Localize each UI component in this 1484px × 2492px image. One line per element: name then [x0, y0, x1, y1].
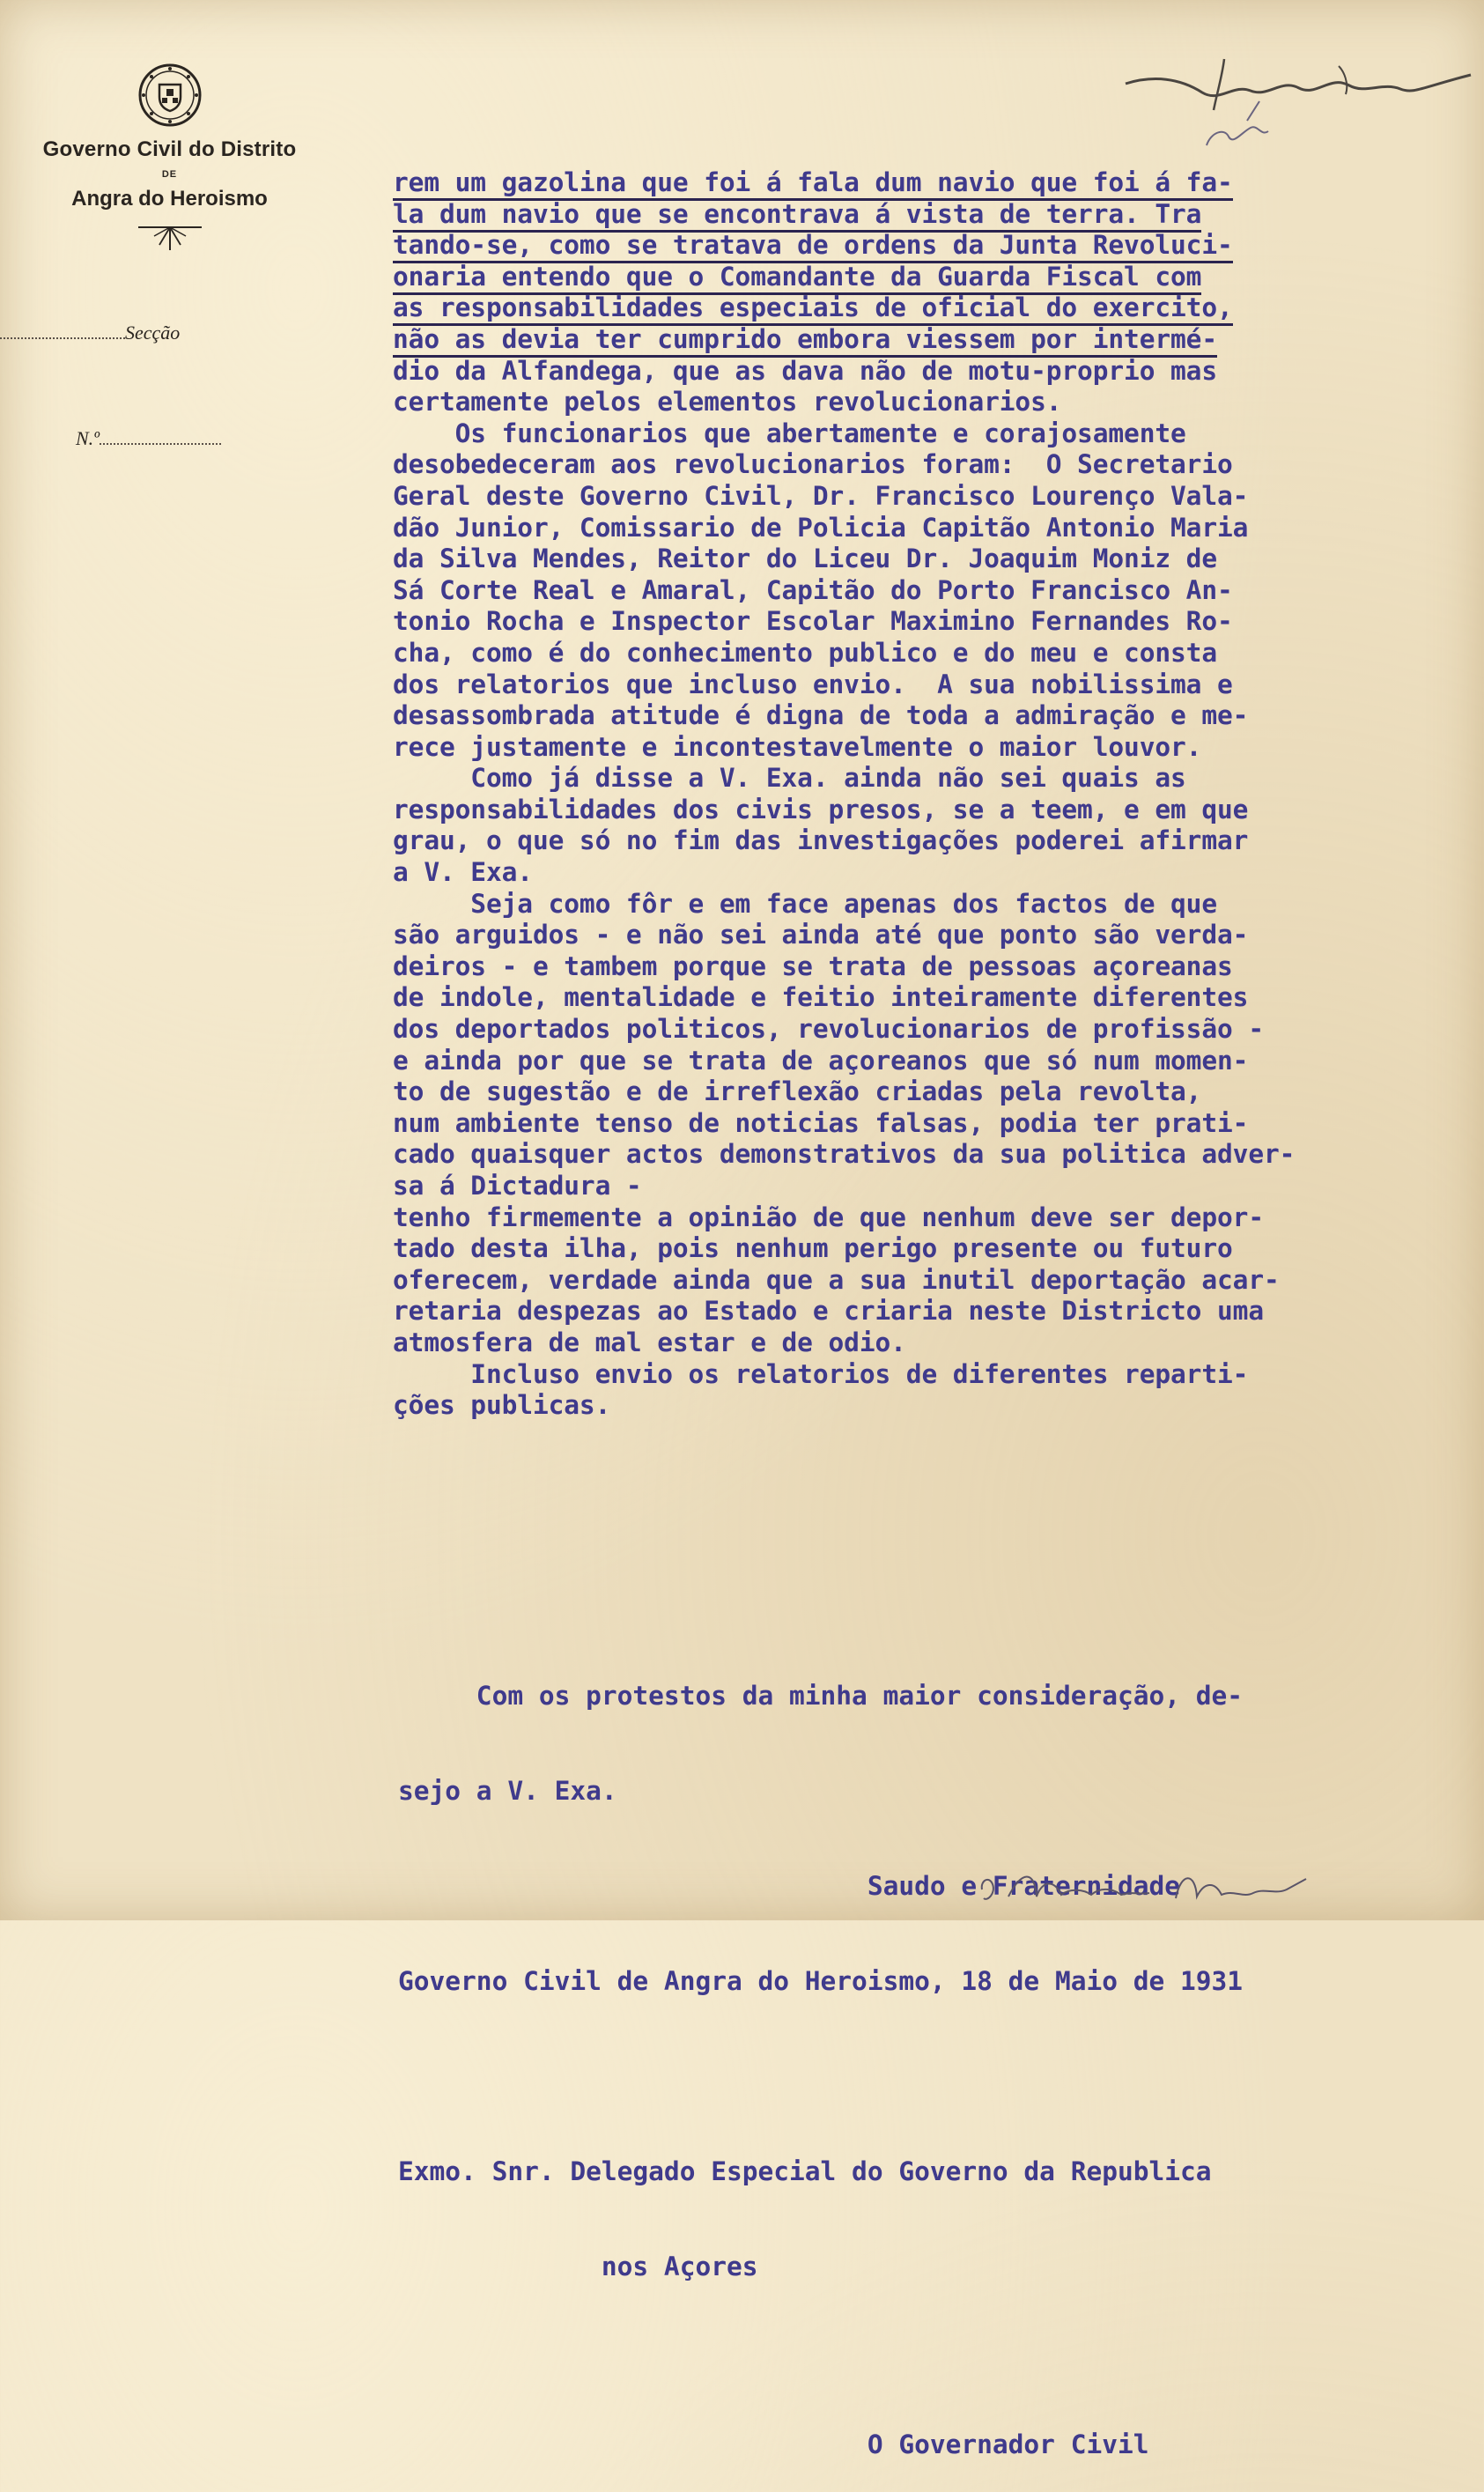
body-line: desassombrada atitude é digna de toda a admiração e me- [393, 700, 1249, 731]
body-line: atmosfera de mal estar e de odio. [393, 1327, 906, 1357]
body-line: tenho firmemente a opinião de que nenhum deve ser depor- [393, 1202, 1264, 1232]
body-line: dos deportados politicos, revolucionarios de profissão - [393, 1014, 1264, 1045]
body-line: tando-se, como se tratava de ordens da Junta Revoluci- [393, 230, 1432, 262]
body-line: la dum navio que se encontrava á vista de terra. Tra [393, 199, 1432, 231]
saudo-line: Saudo e Fraternidade [398, 1871, 1181, 1901]
letterhead-de: DE [161, 169, 178, 180]
body-line: certamente pelos elementos revolucionarios. [393, 387, 1062, 418]
spacer [398, 2060, 1243, 2092]
body-line: responsabilidades dos civis presos, se a teem, e em que [393, 794, 1249, 825]
body-line: Como já disse a V. Exa. ainda não sei quais as [393, 763, 1186, 794]
handwritten-signature-top [1119, 48, 1480, 154]
ornament-icon [135, 222, 205, 254]
numero-label: N.º [76, 427, 100, 449]
seccao-label: Secção [125, 322, 181, 344]
body-line: dão Junior, Comissario de Policia Capitão Antonio Maria [393, 512, 1249, 543]
body-line: ções publicas. [393, 1390, 611, 1421]
body-line: oferecem, verdade ainda que a sua inutil deportação acar- [393, 1264, 1280, 1295]
body-line: dos relatorios que incluso envio. A sua nobilissima e [393, 669, 1233, 699]
body-line: deiros - e tambem porque se trata de pessoas açoreanas [393, 950, 1233, 981]
spacer [398, 2346, 1243, 2365]
body-line: tonio Rocha e Inspector Escolar Maximino Fernandes Ro- [393, 606, 1233, 637]
body-line: retaria despezas ao Estado e criaria neste Districto uma [393, 1296, 1264, 1327]
body-line: grau, o que só no fim das investigações poderei afirmar [393, 825, 1249, 856]
closing-line: Com os protestos da minha maior consideração, de- [398, 1681, 1244, 1711]
body-line: Seja como fôr e em face apenas dos factos de que [393, 888, 1218, 919]
body-line: sa á Dictadura - [393, 1171, 642, 1201]
signatory-title: O Governador Civil [398, 2429, 1149, 2459]
body-line: de indole, mentalidade e feitio inteiramente diferentes [393, 982, 1249, 1013]
body-line: rem um gazolina que foi á fala dum navio que foi á fa- [393, 167, 1432, 199]
body-line: cha, como é do conhecimento publico e do meu e consta [393, 637, 1218, 668]
body-line: da Silva Mendes, Reitor do Liceu Dr. Joaquim Moniz de [393, 544, 1218, 574]
letterhead [0, 62, 339, 254]
body-line: dio da Alfandega, que as dava não de motu-proprio mas [393, 355, 1218, 386]
body-line: cado quaisquer actos demonstrativos da sua politica adver- [393, 1139, 1296, 1170]
body-line: e ainda por que se trata de açoreanos que só num momen- [393, 1045, 1249, 1076]
addressee: Exmo. Snr. Delegado Especial do Governo da Republica [398, 2156, 1212, 2186]
addressee: nos Açores [398, 2252, 758, 2281]
letter-closing [398, 1616, 1243, 2492]
letter-body [393, 167, 1432, 1422]
body-line: não as devia ter cumprido embora viessem por intermé- [393, 324, 1432, 356]
letterhead-district: Angra do Heroismo [71, 187, 268, 211]
body-line: a V. Exa. [393, 857, 533, 888]
body-line: desobedeceram aos revolucionarios foram: O Secretario [393, 449, 1233, 480]
body-line: rece justamente e incontestavelmente o maior louvor. [393, 731, 1202, 762]
body-line: são arguidos - e não sei ainda até que ponto são verda- [393, 920, 1249, 950]
numero-field [76, 427, 221, 450]
body-line: tado desta ilha, pois nenhum perigo presente ou futuro [393, 1233, 1233, 1264]
body-line: to de sugestão e de irreflexão criadas pela revolta, [393, 1076, 1202, 1107]
body-line: num ambiente tenso de noticias falsas, podia ter prati- [393, 1107, 1249, 1138]
body-line: as responsabilidades especiais de oficial do exercito, [393, 292, 1432, 324]
place-date: Governo Civil de Angra do Heroismo, 18 de Maio de 1931 [398, 1966, 1244, 1996]
body-line: onaria entendo que o Comandante da Guarda Fiscal com [393, 262, 1432, 293]
seccao-field [0, 322, 180, 344]
letterhead-title: Governo Civil do Distrito [42, 137, 297, 161]
closing-line: sejo a V. Exa. [398, 1776, 617, 1806]
body-line: Incluso envio os relatorios de diferentes reparti- [393, 1358, 1249, 1389]
coat-of-arms-icon [137, 62, 203, 129]
body-line: Sá Corte Real e Amaral, Capitão do Porto Francisco An- [393, 574, 1233, 605]
body-line: Os funcionarios que abertamente e corajosamente [393, 418, 1186, 448]
handwritten-signature-bottom [973, 1863, 1325, 1916]
body-line: Geral deste Governo Civil, Dr. Francisco Lourenço Vala- [393, 480, 1249, 511]
